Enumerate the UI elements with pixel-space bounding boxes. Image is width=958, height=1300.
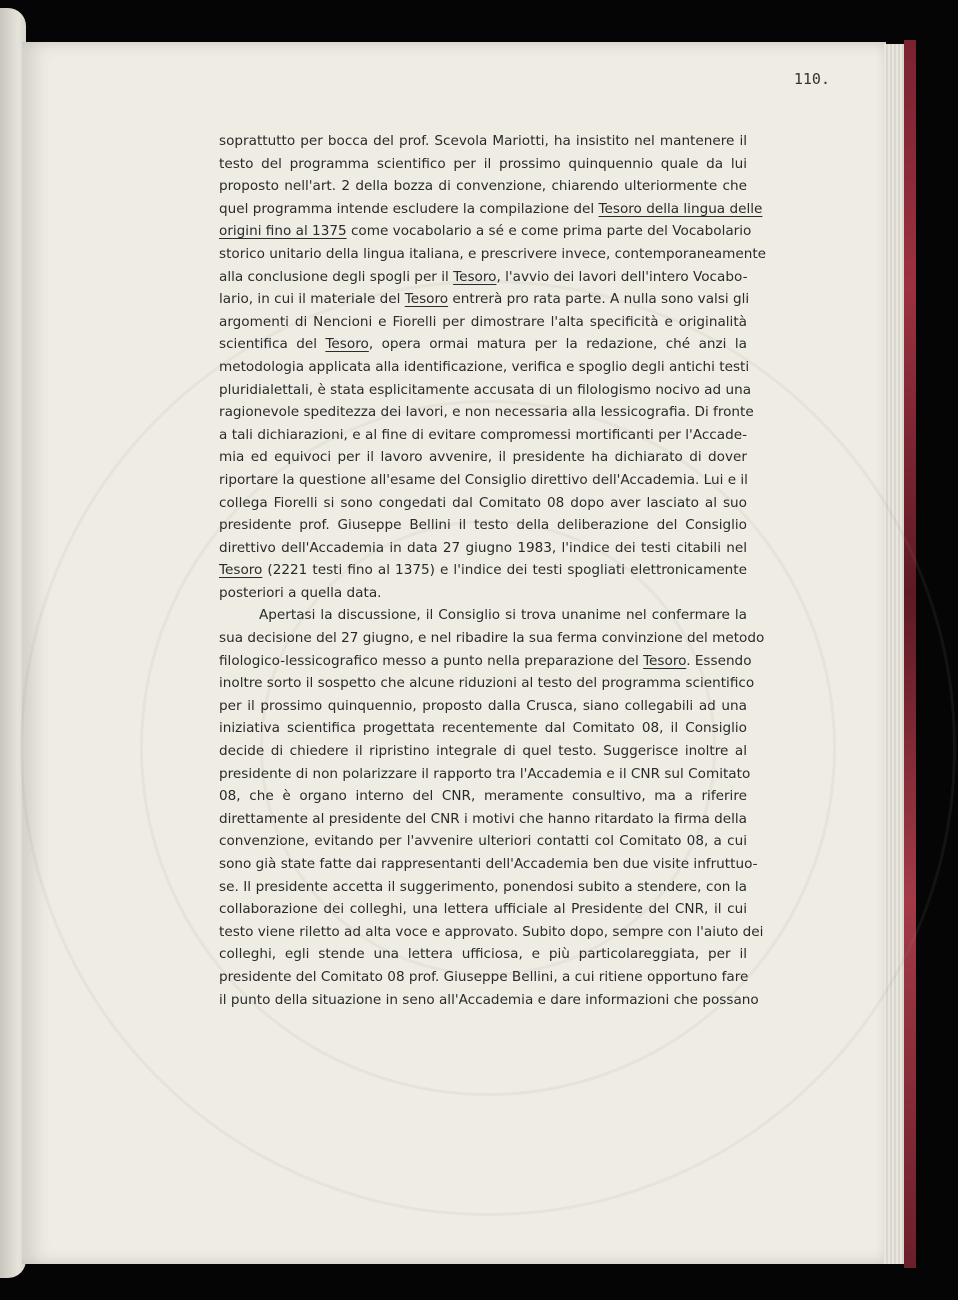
text-segment: a tali dichiarazioni, e al fine di evitare compromessi mortificanti per l'Accade- xyxy=(219,426,747,443)
text-line xyxy=(219,830,747,853)
text-line xyxy=(219,469,747,492)
text-line xyxy=(219,198,763,221)
text-segment: 08, che è organo interno del CNR, meramente consultivo, ma a riferire xyxy=(219,788,747,805)
text-segment: filologico-lessicografico messo a punto nella preparazione del xyxy=(219,652,644,669)
text-segment: sono già state fatte dai rappresentanti dell'Accademia ben due visite infruttuo- xyxy=(219,856,758,872)
text-line xyxy=(219,514,747,537)
text-segment: per il prossimo quinquennio, proposto dalla Crusca, siano collegabili ad una xyxy=(219,697,747,714)
underlined-title: Tesoro xyxy=(643,652,687,669)
text-line xyxy=(219,853,758,876)
text-line xyxy=(219,717,747,740)
text-line xyxy=(219,220,752,243)
text-line xyxy=(219,808,747,831)
text-line xyxy=(219,943,747,966)
text-segment: Apertasi la discussione, il Consiglio si trova unanime nel confermare la xyxy=(259,607,747,624)
page-stack-edge xyxy=(884,44,906,1264)
text-segment: proposto nell'art. 2 della bozza di convenzione, chiarendo ulteriormente che xyxy=(219,178,747,195)
text-segment: decide di chiedere il ripristino integrale di quel testo. Suggerisce inoltre al xyxy=(219,743,747,760)
text-line xyxy=(219,740,747,763)
text-segment: scientifica del xyxy=(219,336,326,353)
text-line xyxy=(219,356,750,379)
text-line xyxy=(219,672,755,695)
body-text xyxy=(219,130,767,1011)
text-line xyxy=(219,695,747,718)
text-segment: iniziativa scientifica progettata recentemente dal Comitato 08, il Consiglio xyxy=(219,720,747,737)
text-segment: entrerà pro rata parte. A nulla sono valsi gli xyxy=(448,291,750,308)
text-segment: alla conclusione degli spogli per il xyxy=(219,268,454,285)
paragraph xyxy=(219,604,765,1011)
text-line xyxy=(219,153,747,176)
text-line xyxy=(219,876,747,899)
text-line xyxy=(219,175,747,198)
text-line xyxy=(219,537,747,560)
page-number: 110. xyxy=(793,70,830,88)
text-line xyxy=(219,130,747,153)
text-line xyxy=(219,898,747,921)
text-line xyxy=(219,333,747,356)
text-segment: riportare la questione all'esame del Consiglio direttivo dell'Accademia. Lui e il xyxy=(219,471,748,488)
text-segment: metodologia applicata alla identificazione, verifica e spoglio degli antichi testi xyxy=(219,358,750,375)
text-line xyxy=(219,604,747,627)
text-segment: lario, in cui il materiale del xyxy=(219,291,405,308)
text-line xyxy=(219,989,759,1012)
text-line xyxy=(219,785,747,808)
text-segment: soprattutto per bocca del prof. Scevola Mariotti, ha insistito nel mantenere il xyxy=(219,133,747,149)
text-line xyxy=(219,266,747,289)
text-segment: posteriori a quella data. xyxy=(219,584,382,601)
text-segment: , l'avvio dei lavori dell'intero Vocabo- xyxy=(496,268,748,285)
text-segment: testo viene riletto ad alta voce e approvato. Subito dopo, sempre con l'aiuto dei xyxy=(219,923,764,940)
text-segment: inoltre sorto il sospetto che alcune riduzioni al testo del programma scientifico xyxy=(219,675,755,692)
text-segment: argomenti di Nencioni e Fiorelli per dimostrare l'alta specificità e originalità xyxy=(219,313,747,330)
text-line xyxy=(219,966,747,989)
text-segment: mia ed equivoci per il lavoro avvenire, il presidente ha dichiarato di dover xyxy=(219,449,747,466)
underlined-title: origini fino al 1375 xyxy=(219,223,347,240)
text-segment: presidente del Comitato 08 prof. Giuseppe Bellini, a cui ritiene opportuno fare xyxy=(219,968,749,985)
text-line xyxy=(219,582,747,605)
text-segment: testo del programma scientifico per il prossimo quinquennio quale da lui xyxy=(219,155,747,172)
text-line xyxy=(219,401,754,424)
text-segment: (2221 testi fino al 1375) e l'indice dei testi spogliati elettronicamente xyxy=(262,562,747,579)
text-line xyxy=(219,627,765,650)
underlined-title: Tesoro xyxy=(219,562,263,579)
text-line xyxy=(219,650,752,673)
text-line xyxy=(219,424,747,447)
text-segment: direttamente al presidente del CNR i motivi che hanno ritardato la firma della xyxy=(219,810,747,827)
underlined-title: Tesoro xyxy=(453,268,497,285)
text-line xyxy=(219,446,747,469)
text-line xyxy=(219,288,750,311)
text-segment: il punto della situazione in seno all'Accademia e dare informazioni che possano xyxy=(219,991,759,1008)
text-segment: pluridialettali, è stata esplicitamente accusata di un filologismo nocivo ad una xyxy=(219,381,752,398)
text-segment: direttivo dell'Accademia in data 27 giugno 1983, l'indice dei testi citabili nel xyxy=(219,539,747,556)
text-line xyxy=(219,921,764,944)
text-segment: , opera ormai matura per la redazione, ché anzi la xyxy=(368,336,747,353)
text-segment: presidente prof. Giuseppe Bellini il testo della deliberazione del Consiglio xyxy=(219,517,747,534)
text-line xyxy=(219,492,747,515)
paragraph xyxy=(219,130,767,604)
text-line xyxy=(219,559,747,582)
text-segment: collega Fiorelli si sono congedati dal Comitato 08 dopo aver lasciato al suo xyxy=(219,494,747,511)
text-segment: sua decisione del 27 giugno, e nel ribadire la sua ferma convinzione del metodo xyxy=(219,630,765,647)
text-line xyxy=(219,763,751,786)
text-segment: come vocabolario a sé e come prima parte del Vocabolario xyxy=(346,223,752,240)
text-segment: storico unitario della lingua italiana, e prescrivere invece, contemporaneamente xyxy=(219,245,767,262)
text-segment: . Essendo xyxy=(686,652,752,669)
text-segment: collaborazione dei colleghi, una lettera ufficiale al Presidente del CNR, il cui xyxy=(219,901,747,918)
text-segment: presidente di non polarizzare il rapporto tra l'Accademia e il CNR sul Comitato xyxy=(219,765,751,782)
underlined-title: Tesoro della lingua delle xyxy=(598,200,763,217)
text-segment: quel programma intende escludere la compilazione del xyxy=(219,200,599,217)
underlined-title: Tesoro xyxy=(404,291,449,308)
text-segment: convenzione, evitando per l'avvenire ulteriori contatti col Comitato 08, a cui xyxy=(219,833,747,850)
text-line xyxy=(219,243,767,266)
book-cover-edge xyxy=(904,40,916,1268)
text-segment: se. Il presidente accetta il suggerimento, ponendosi subito a stendere, con la xyxy=(219,878,747,895)
text-segment: ragionevole speditezza dei lavori, e non necessaria alla lessicografia. Di fronte xyxy=(219,404,754,421)
text-line xyxy=(219,311,747,334)
text-segment: colleghi, egli stende una lettera ufficiosa, e più particolareggiata, per il xyxy=(219,946,747,963)
text-line xyxy=(219,379,752,402)
underlined-title: Tesoro xyxy=(325,336,369,353)
